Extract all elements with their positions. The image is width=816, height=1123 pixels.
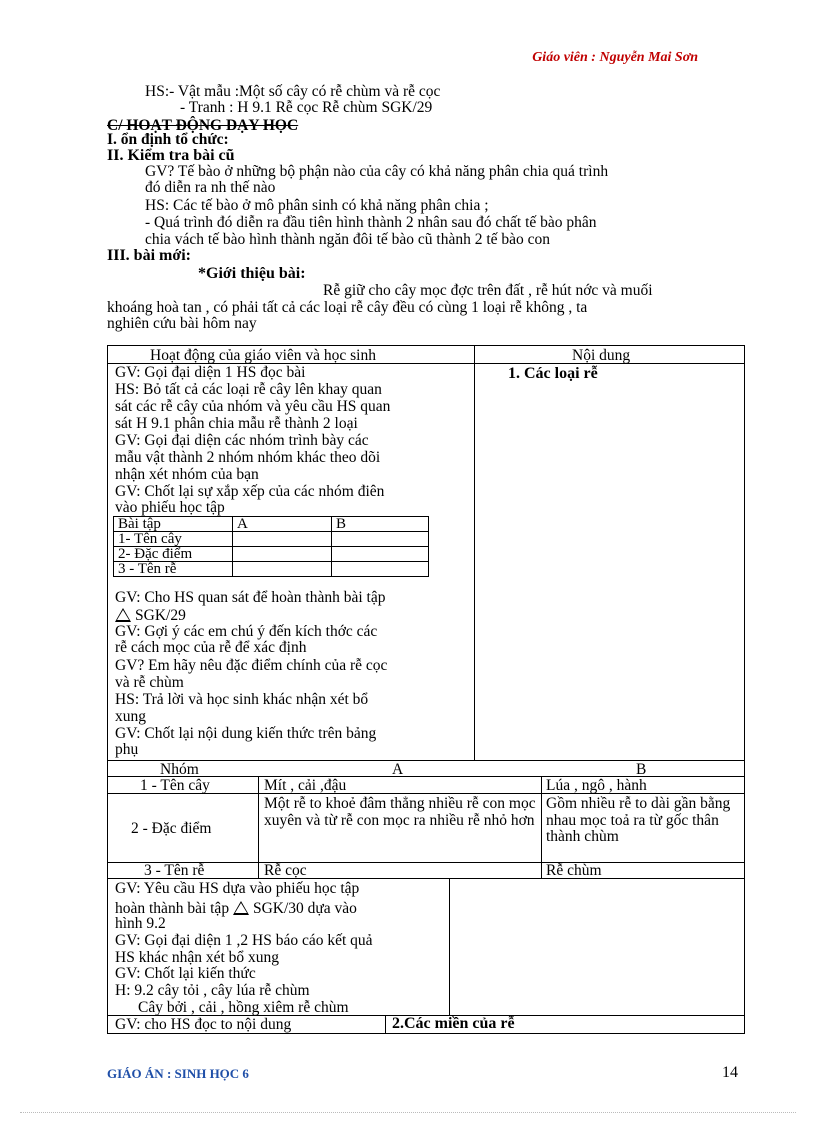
summary-row-b: Gồm nhiều rễ to dài gần bằng nhau mọc toả ra từ gốc thân thành chùm [546, 795, 731, 845]
activity-line: sát H 9.1 phân chia mẫu rễ thành 2 loại [115, 415, 358, 432]
activity-line: rễ cách mọc của rễ để xác định [115, 639, 307, 656]
footer-subject: GIÁO ÁN : SINH HỌC 6 [107, 1066, 249, 1081]
activity-line: hoàn thành bài tập SGK/30 dựa vào [115, 900, 357, 917]
activity-line: GV: Gọi đại diện 1 HS đọc bài [115, 364, 306, 381]
summary-head-b: B [636, 761, 647, 778]
activity-line: GV: Chốt lại sự xắp xếp của các nhóm điên [115, 483, 385, 500]
prep-line-1: HS:- Vật mẫu :Một số cây có rễ chùm và rễ cọc [145, 83, 441, 100]
activity-line: GV: Gọi đại diện 1 ,2 HS báo cáo kết quả [115, 932, 373, 949]
summary-row-b: Rễ chùm [546, 862, 602, 879]
activity-line: SGK/29 [115, 606, 186, 624]
activity-line: HS: Trả lời và học sinh khác nhận xét bổ [115, 691, 369, 708]
activity-line: xung [115, 708, 146, 725]
table-row [114, 547, 429, 562]
summary-row-a: Rễ cọc [264, 862, 307, 879]
activity-line: GV: Chốt lại nội dung kiến thức trên bảng [115, 725, 377, 742]
activity-line: hình 9.2 [115, 915, 166, 932]
content-title-root-zones: 2.Các miền của rễ [392, 1015, 515, 1032]
intro-label: *Giới thiệu bài: [198, 265, 306, 282]
summary-row-label: 3 - Tên rễ [144, 862, 205, 879]
activity-line: GV? Em hãy nêu đặc điểm chính của rễ cọc [115, 657, 388, 674]
table-row [114, 532, 429, 547]
footer-divider [20, 1112, 796, 1113]
table-cell: 1- Tên cây [114, 532, 233, 547]
intro-line-2: khoáng hoà tan , có phải tất cả các loại rễ cây đều có cùng 1 loại rễ không , ta [107, 299, 588, 316]
table-cell: B [332, 517, 429, 532]
table-cell [332, 547, 429, 562]
triangle-icon [115, 608, 131, 622]
intro-line-1: Rễ giữ cho cây mọc đợc trên đất , rễ hút nớc và muối [323, 282, 653, 299]
activity-line: GV: Yêu cầu HS dựa vào phiếu học tập [115, 880, 360, 897]
table-row [114, 517, 429, 532]
check-answer-2: - Quá trình đó diễn ra đầu tiên hình thành 2 nhân sau đó chất tế bào phân [145, 214, 597, 231]
content-title-root-types: 1. Các loại rễ [508, 365, 598, 382]
activity-line: GV: Cho HS quan sát để hoàn thành bài tập [115, 589, 386, 606]
section-c-heading: C/ HOẠT ĐỘNG DẠY HỌC [107, 117, 299, 134]
table-cell [233, 562, 332, 577]
table-cell [332, 532, 429, 547]
table-head-activities: Hoạt động của giáo viên và học sinh [150, 347, 376, 364]
activity-line: vào phiếu học tập [115, 499, 225, 516]
check-question-2: đó diễn ra nh thế nào [145, 179, 276, 196]
table-row [114, 562, 429, 577]
summary-row-a: Một rễ to khoẻ đâm thẳng nhiều rễ con mọc xuyên và từ rễ con mọc ra nhiều rễ nhỏ hơn [264, 795, 536, 829]
last-row-activity: GV: cho HS đọc to nội dung [115, 1016, 292, 1033]
table-cell [332, 562, 429, 577]
table-cell: Bài tập [114, 517, 233, 532]
table-head-content: Nội dung [572, 347, 631, 364]
section-2-heading: II. Kiểm tra bài cũ [107, 147, 235, 164]
activity-line: và rễ chùm [115, 674, 184, 691]
summary-head-group: Nhóm [160, 761, 199, 778]
check-answer-3: chia vách tế bào hình thành ngăn đôi tế bào cũ thành 2 tế bào con [145, 231, 551, 248]
section-3-heading: III. bài mới: [107, 247, 191, 264]
page-number: 14 [722, 1064, 738, 1081]
table-cell [233, 532, 332, 547]
summary-head-a: A [392, 761, 404, 778]
section-1-heading: I. ổn định tổ chức: [107, 131, 229, 148]
intro-line-3: nghiên cứu bài hôm nay [107, 315, 257, 332]
activity-line: H: 9.2 cây tỏi , cây lúa rễ chùm [115, 982, 310, 999]
activity-line: GV: Gợi ý các em chú ý đến kích thớc các [115, 623, 378, 640]
worksheet-mini-table [113, 516, 429, 577]
table-cell: 2- Đặc điểm [114, 547, 233, 562]
check-question-1: GV? Tế bào ở những bộ phận nào của cây có khả năng phân chia quá trình [145, 163, 609, 180]
summary-row-label: 1 - Tên cây [140, 777, 210, 794]
activity-line: HS khác nhận xét bổ xung [115, 949, 280, 966]
summary-row-a: Mít , cải ,đậu [264, 777, 347, 794]
summary-row-b: Lúa , ngô , hành [546, 777, 647, 794]
activity-line: sát các rễ cây của nhóm và yêu cầu HS quan [115, 398, 391, 415]
prep-line-2: - Tranh : H 9.1 Rễ cọc Rễ chùm SGK/29 [180, 99, 433, 116]
activity-line: phụ [115, 741, 139, 758]
table-cell: 3 - Tên rễ [114, 562, 233, 577]
activity-line: Cây bởi , cải , hồng xiêm rễ chùm [138, 999, 349, 1016]
activity-line: GV: Chốt lại kiến thức [115, 965, 256, 982]
activity-line: mẫu vật thành 2 nhóm nhóm khác theo dõi [115, 449, 381, 466]
activity-line: GV: Gọi đại diện các nhóm trình bày các [115, 432, 369, 449]
table-cell [233, 547, 332, 562]
teacher-header: Giáo viên : Nguyễn Mai Sơn [532, 50, 698, 65]
activity-line: HS: Bỏ tất cả các loại rễ cây lên khay quan [115, 381, 382, 398]
table-cell: A [233, 517, 332, 532]
triangle-icon [233, 901, 249, 915]
activity-line: nhận xét nhóm của bạn [115, 466, 259, 483]
summary-row-label: 2 - Đặc điểm [131, 820, 212, 837]
check-answer-1: HS: Các tế bào ở mô phân sinh có khả năng phân chia ; [145, 197, 489, 214]
